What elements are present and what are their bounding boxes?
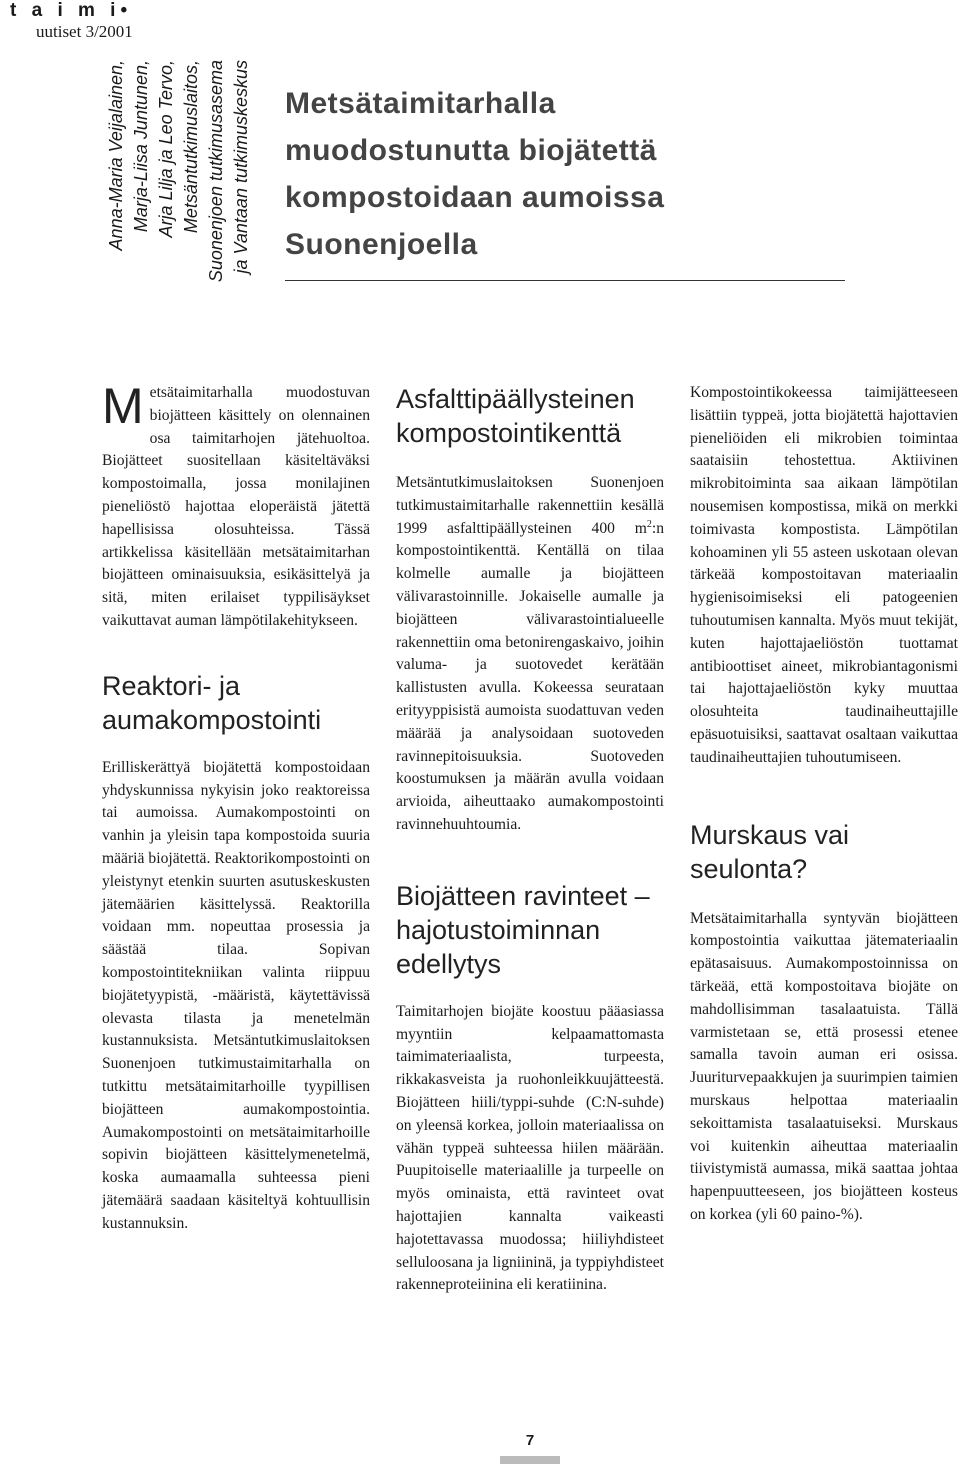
page-number: 7 (525, 1432, 535, 1449)
body-paragraph: Taimitarhojen biojäte koostuu pääasiassa myyntiin kelpaamattomasta taimimateriaalista, turpeesta, rikkakasveista ja ruohonleikkuujätteestä. Biojätteen hiili/typpi-suhde (C:N-suhde) on yleensä korkea, jolloin materiaalissa on vähän typpeä suhteessa hiilen määrään. Puupitoiselle materiaalille ja turpeelle on myös ominaista, että ravinteet ovat hajottajien kannalta vaikeasti hajotettavassa muodossa; hiiliyhdisteet selluloosana ja ligniininä, ja typpiyhdisteet rakenneproteiinina eli keratiinina. (396, 1002, 664, 1294)
publication-title: t a i m i• (10, 0, 133, 21)
column-2 (396, 382, 664, 1297)
author-line: Suonenjoen tutkimusasema (206, 60, 226, 283)
author-byline (104, 60, 254, 300)
section-heading: Murskaus vai seulonta? (690, 819, 850, 884)
title-line: Metsätaimitarhalla (285, 87, 556, 120)
author-line: Metsäntutkimuslaitos, (181, 60, 201, 234)
body-paragraph: Erilliskerättyä biojätettä kompostoidaan yhdyskunnissa nykyisin joko reaktoreissa tai aumoissa. Aumakompostointi on vanhin ja yleisin tapa kompostoida suuria määriä biojätettä. Reaktorikompostointi on yleistynyt etenkin suurten asutuskeskusten jätemäärien käsittelyssä. Reaktorilla voidaan mm. nopeuttaa prosessia ja säästää tilaa. Sopivan kompostointitekniikan valinta riippuu biojätetyypistä, -määristä, käytettävissä olevasta tilasta ja menetelmän kustannuksista. Metsäntutkimuslaitoksen Suonenjoen tutkimustaimitarhalla on tutkittu metsätaimitarhoille tyypillisen biojätteen aumakompostointia. Aumakompostointi on metsätaimitarhoille sopivin biojätteen käsittelymenetelmä, koska aumaamalla suhteessa pieni jätemäärä saadaan käsiteltyä kohtuullisin kustannuksin. (102, 758, 370, 1232)
author-line: Marja-Liisa Juntunen, (131, 60, 151, 233)
body-paragraph: Metsäntutkimuslaitoksen Suonenjoen tutkimustaimitarhalle rakennettiin kesällä 1999 asfalttipäällysteinen 400 $m^2:n$ kompostointikenttä. Kentällä on tilaa kolmelle aumalle ja biojätteen välivarastoinnille. Jokaiselle aumalle ja biojätteen välivarastointialueelle rakennettiin oma betonirengaskaivo, joihin valuma- ja suotovedet kerätään kallistusten avulla. Kokeessa seurataan erityyppisistä aumoista suodattuvan veden määrää ja analysoidaan suotoveden ravinnepitoisuuksia. Suotoveden koostumuksen ja määrän avulla voidaan arvioida, aiheuttaako aumakompostointi ravinnehuuhtoumia. (396, 474, 664, 833)
section-heading: Reaktori- ja aumakompostointi (102, 670, 322, 735)
author-line: ja Vantaan tutkimuskeskus (231, 60, 251, 274)
body-paragraph: Kompostointikokeessa taimijätteeseen lisättiin typpeä, jotta biojätettä hajottavien pieneliöiden eli mikrobien toimintaa saataisiin tehostettua. Aktiivinen mikrobitoiminta saa aikaan lämpötilan nousemisen kompostissa, mikä on merkki toimivasta kompostista. Lämpötilan kohoaminen yli 55 asteen uskotaan olevan tärkeää kompostoitavan materiaalin hygienisoimiseksi eli patogeenien tuhoutumisen kannalta. Myös muut tekijät, kuten hajottajaeliöstön tuottamat antibioottiset aineet, mikrobiantagonismi tai hajottajaeliöstön kyky muuttaa olosuhteita taudinaiheuttajille epäsuotuisiksi, saattavat osaltaan vaikuttaa taudinaiheuttajien tuhoutumiseen. (690, 384, 958, 766)
title-divider (285, 280, 845, 281)
section-heading: Asfalttipäällysteinen kompostointikenttä (396, 384, 635, 448)
title-line: Suonenjoella (285, 228, 478, 261)
section-heading: Biojätteen ravinteet – hajotustoiminnan edellytys (396, 880, 650, 979)
title-line: muodostunutta biojätettä (285, 134, 657, 167)
drop-cap: M (102, 378, 144, 434)
masthead (10, 0, 133, 42)
page-number-bar (500, 1456, 560, 1464)
author-line: Arja Lilja ja Leo Tervo, (156, 60, 176, 238)
issue-label: uutiset 3/2001 (36, 22, 133, 41)
lead-paragraph: Metsätaimitarhalla muodostuvan biojätteen käsittely on olennainen osa taimitarhojen jätehuoltoa. Biojätteet suositellaan käsiteltäväksi kompostoimalla, jossa monilajinen pieneliöstö hajottaa eloperäistä jätettä hapellisissa olosuhteissa. Tässä artikkelissa käsitellään metsätaimitarhan biojätteen ominaisuuksia, esikäsittelyä ja sitä, miten erilaiset typpilisäykset vaikuttavat auman lämpötilakehitykseen. (102, 378, 370, 629)
title-line: kompostoidaan aumoissa (285, 181, 665, 214)
author-line: Anna-Maria Veijalainen, (106, 60, 126, 251)
article-title (285, 80, 855, 268)
column-1 (102, 378, 370, 1236)
column-3 (690, 382, 958, 1227)
body-paragraph: Metsätaimitarhalla syntyvän biojätteen kompostointia vaikuttaa jätemateriaalin epätasaisuus. Aumakompostoinnissa on tärkeää, että kompostoitava biojäte on mahdollisimman tasalaatuista. Tällä varmistetaan se, että prosessi etenee samalla tavoin auman eri osissa. Juuriturvepaakkujen ja suurimpien taimien murskaus helpottaa materiaalin sekoittamista tasalaatuiseksi. Murskaus voi kuitenkin aiheuttaa materiaalin tiivistymistä aumassa, mikä saattaa johtaa hapenpuutteeseen, jos biojätteen kosteus on korkea (yli 60 paino-%). (690, 909, 958, 1223)
